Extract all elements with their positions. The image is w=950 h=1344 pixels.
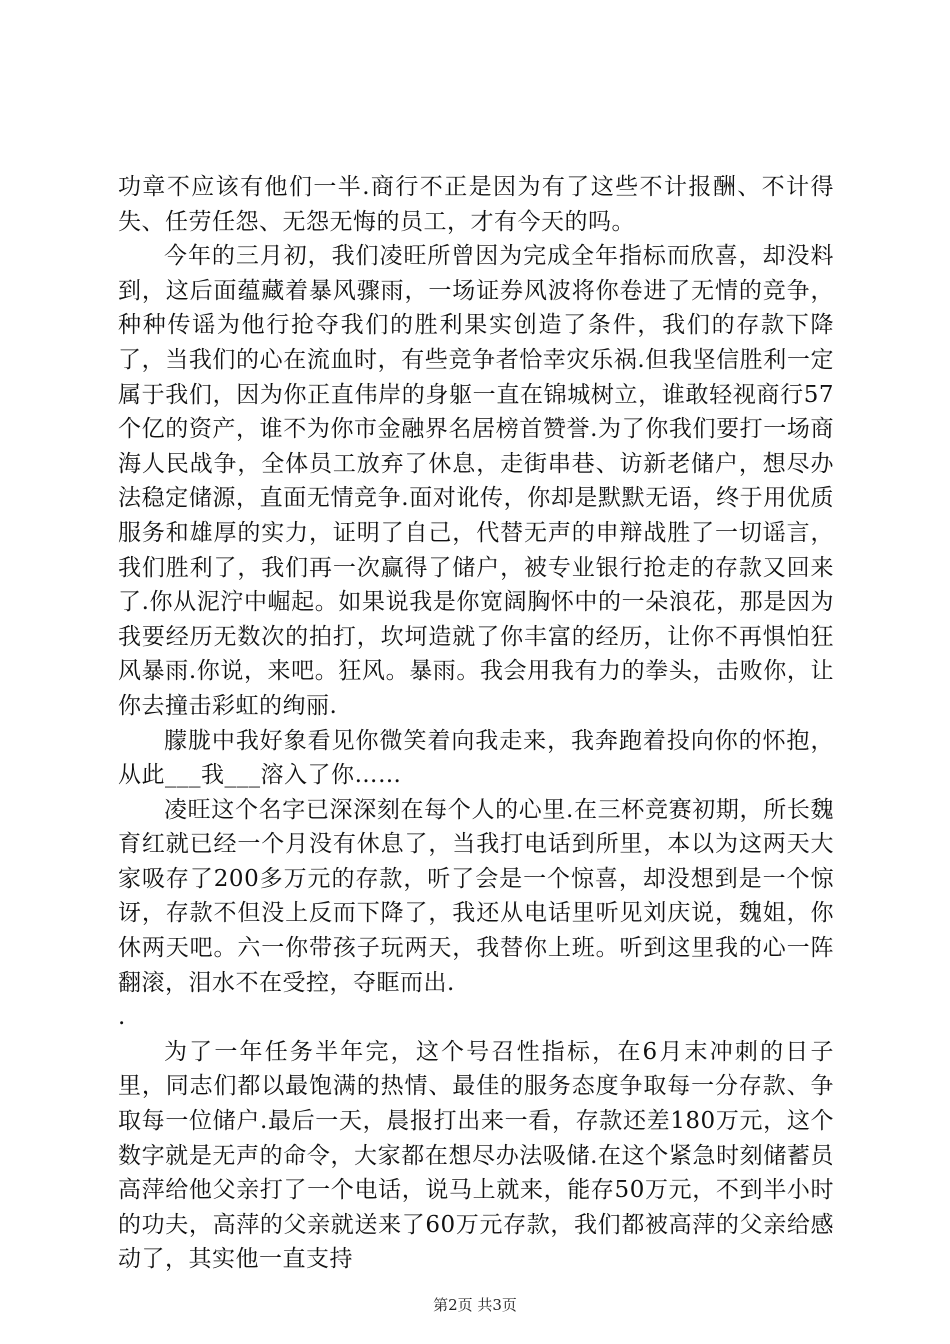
paragraph-1: 功章不应该有他们一半.商行不正是因为有了这些不计报酬、不计得失、任劳任怨、无怨无悔的员工，才有今天的吗。 (118, 174, 834, 235)
paragraph-4: 凌旺这个名字已深深刻在每个人的心里.在三杯竞赛初期，所长魏育红就已经一个月没有休息了，当我打电话到所里，本以为这两天大家吸存了200多万元的存款，听了会是一个惊喜，却没想到是一个惊讶，存款不但没上反而下降了，我还从电话里听见刘庆说，魏姐，你休两天吧。六一你带孩子玩两天，我替你上班。听到这里我的心一阵翻滚，泪水不在受控，夺眶而出. (118, 796, 834, 996)
paragraph-6: 为了一年任务半年完，这个号召性指标，在6月末冲刺的日子里，同志们都以最饱满的热情、最佳的服务态度争取每一分存款、争取每一位储户.最后一天，晨报打出来一看，存款还差180万元，这个数字就是无声的命令，大家都在想尽办法吸储.在这个紧急时刻储蓄员高萍给他父亲打了一个电话，说马上就来，能存50万元，不到半小时的功夫，高萍的父亲就送来了60万元存款，我们都被高萍的父亲给感动了，其实他一直支持 (118, 1038, 834, 1273)
paragraph-5: . (118, 1004, 126, 1031)
page-footer: 第2页 共3页 (433, 1296, 517, 1314)
paragraph-3: 朦胧中我好象看见你微笑着向我走来，我奔跑着投向你的怀抱，从此___我___溶入了你…… (118, 727, 834, 789)
paragraph-2: 今年的三月初，我们凌旺所曾因为完成全年指标而欣喜，却没料到，这后面蕴藏着暴风骤雨，一场证券风波将你卷进了无情的竞争，种种传谣为他行抢夺我们的胜利果实创造了条件，我们的存款下降了，当我们的心在流血时，有些竞争者恰幸灾乐祸.但我坚信胜利一定属于我们，因为你正直伟岸的身躯一直在锦城树立，谁敢轻视商行57个亿的资产，谁不为你市金融界名居榜首赞誉.为了你我们要打一场商海人民战争，全体员工放弃了休息，走街串巷、访新老储户，想尽办法稳定储源，直面无情竞争.面对讹传，你却是默默无语，终于用优质服务和雄厚的实力，证明了自己，代替无声的申辩战胜了一切谣言，我们胜利了，我们再一次赢得了储户，被专业银行抢走的存款又回来了.你从泥泞中崛起。如果说我是你宽阔胸怀中的一朵浪花，那是因为我要经历无数次的拍打，坎坷造就了你丰富的经历，让你不再惧怕狂风暴雨.你说，来吧。狂风。暴雨。我会用我有力的拳头，击败你，让你去撞击彩虹的绚丽. (118, 243, 834, 719)
document-body (118, 170, 834, 1277)
